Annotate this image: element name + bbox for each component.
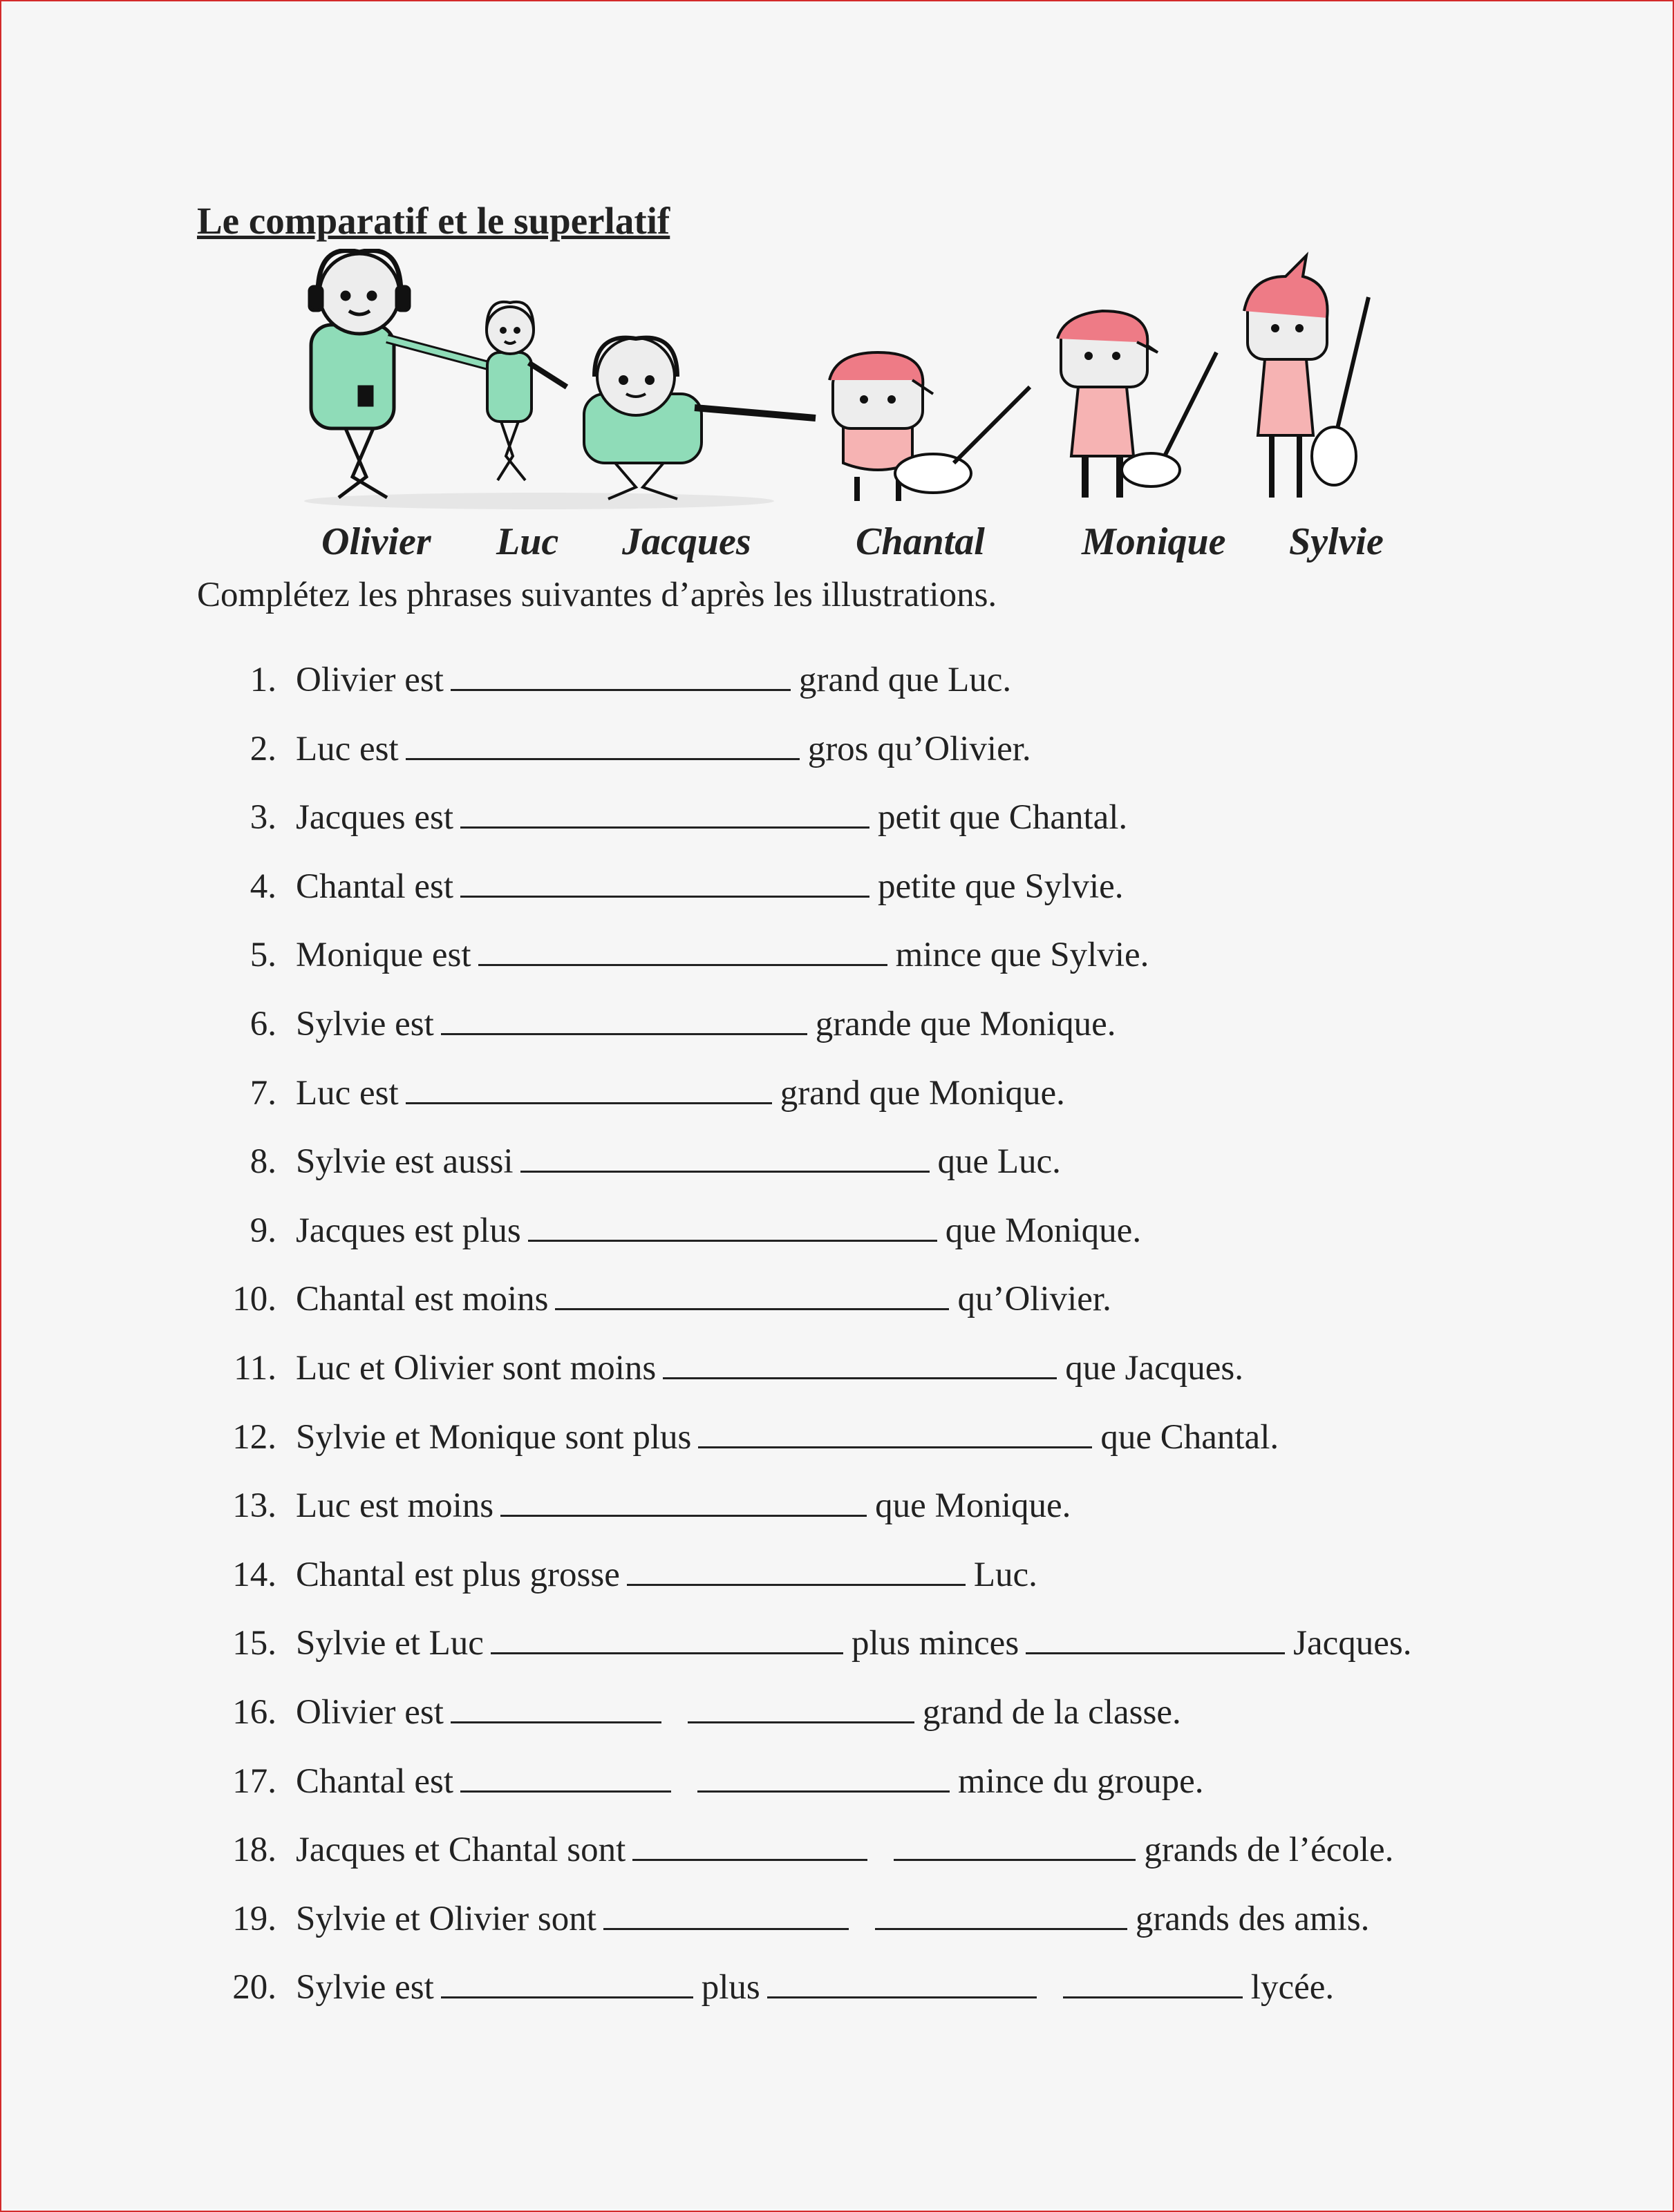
exercise-item: 3. Jacques est petit que Chantal. [207,793,1412,862]
sylvie-figure [1244,256,1369,498]
answer-blank[interactable] [894,1828,1136,1861]
answer-blank[interactable] [500,1484,867,1517]
exercise-item: 13. Luc est moins que Monique. [207,1481,1412,1550]
exercise-item: 5. Monique est mince que Sylvie. [207,930,1412,999]
exercise-list [207,655,1412,2032]
answer-blank[interactable] [688,1691,914,1723]
answer-blank[interactable] [875,1898,1127,1930]
name-monique: Monique [1082,520,1226,563]
name-sylvie: Sylvie [1289,520,1384,563]
answer-blank[interactable] [767,1966,1037,1998]
character-names [0,520,1674,568]
exercise-item: 4. Chantal est petite que Sylvie. [207,862,1412,931]
chantal-figure [829,352,1030,501]
answer-blank[interactable] [698,1416,1092,1448]
answer-blank[interactable] [1063,1966,1243,1998]
exercise-item: 2. Luc est gros qu’Olivier. [207,724,1412,793]
exercise-item: 7. Luc est grand que Monique. [207,1068,1412,1137]
answer-blank[interactable] [460,796,869,829]
answer-blank[interactable] [460,1760,671,1793]
olivier-figure [310,251,491,498]
answer-blank[interactable] [451,659,791,691]
instructions: Complétez les phrases suivantes d’après les illustrations. [197,576,997,614]
answer-blank[interactable] [603,1898,849,1930]
answer-blank[interactable] [663,1347,1057,1379]
answer-blank[interactable] [441,1966,693,1998]
name-luc: Luc [496,520,559,563]
exercise-item: 17. Chantal est mince du groupe. [207,1757,1412,1826]
answer-blank[interactable] [627,1553,966,1586]
luc-figure [487,302,567,480]
exercise-item: 9. Jacques est plus que Monique. [207,1206,1412,1275]
answer-blank[interactable] [528,1209,937,1242]
name-jacques: Jacques [622,520,751,563]
exercise-item: 14. Chantal est plus grosse Luc. [207,1550,1412,1619]
answer-blank[interactable] [406,1072,772,1104]
exercise-item: 11. Luc et Olivier sont moins que Jacques. [207,1343,1412,1412]
exercise-item: 6. Sylvie est grande que Monique. [207,999,1412,1068]
answer-blank[interactable] [697,1760,950,1793]
exercise-item: 10. Chantal est moins qu’Olivier. [207,1274,1412,1343]
exercise-item: 19. Sylvie et Olivier sont grands des amis. [207,1894,1412,1963]
exercise-item: 1. Olivier est grand que Luc. [207,655,1412,724]
answer-blank[interactable] [460,865,869,898]
worksheet-title: Le comparatif et le superlatif [197,200,670,242]
answer-blank[interactable] [555,1278,949,1310]
monique-figure [1057,311,1216,498]
exercise-item: 16. Olivier est grand de la classe. [207,1688,1412,1757]
name-chantal: Chantal [856,520,985,563]
name-olivier: Olivier [321,520,431,563]
answer-blank[interactable] [491,1622,843,1654]
answer-blank[interactable] [406,728,800,760]
answer-blank[interactable] [441,1003,807,1035]
answer-blank[interactable] [1026,1622,1285,1654]
answer-blank[interactable] [478,934,887,966]
exercise-item: 8. Sylvie est aussi que Luc. [207,1137,1412,1206]
exercise-item: 18. Jacques et Chantal sont grands de l’école. [207,1825,1412,1894]
answer-blank[interactable] [451,1691,661,1723]
answer-blank[interactable] [632,1828,867,1861]
exercise-item: 20. Sylvie est plus lycée. [207,1963,1412,2032]
exercise-item: 12. Sylvie et Monique sont plus que Chantal. [207,1412,1412,1482]
exercise-item: 15. Sylvie et Luc plus minces Jacques. [207,1618,1412,1688]
answer-blank[interactable] [520,1140,930,1173]
characters-illustration [290,249,1410,518]
jacques-figure [584,338,816,499]
